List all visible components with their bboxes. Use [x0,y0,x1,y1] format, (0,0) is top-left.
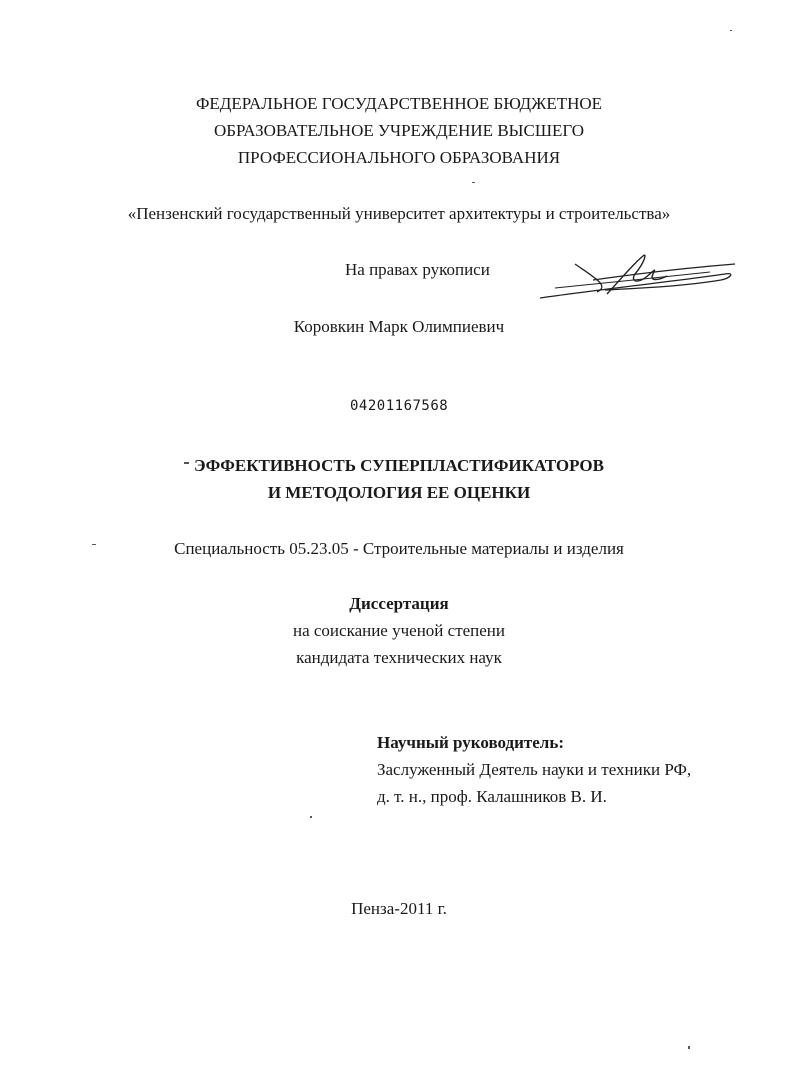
header-line-2: ОБРАЗОВАТЕЛЬНОЕ УЧРЕЖДЕНИЕ ВЫСШЕГО [213,121,585,140]
scan-speck [92,544,96,545]
signature [535,250,745,306]
scan-speck [730,30,732,31]
scan-speck [688,1046,690,1049]
degree-purpose-line-2: кандидата технических наук [296,648,502,667]
supervisor-line-2: д. т. н., проф. Калашников В. И. [377,787,607,806]
scan-speck [472,182,475,183]
degree-purpose-line-1: на соискание ученой степени [292,621,506,640]
place-year: Пенза-2011 г. [351,899,447,918]
dissertation-title-line-2: И МЕТОДОЛОГИЯ ЕЕ ОЦЕНКИ [267,483,531,502]
header-line-3: ПРОФЕССИОНАЛЬНОГО ОБРАЗОВАНИЯ [237,148,561,167]
scan-speck [310,816,312,818]
university-name: «Пензенский государственный университет архитектуры и строительства» [127,204,671,223]
work-type: Диссертация [349,594,449,613]
specialty: Специальность 05.23.05 - Строительные материалы и изделия [174,539,624,558]
registration-number: 04201167568 [350,398,449,414]
scan-speck [184,462,189,464]
supervisor-line-1: Заслуженный Деятель науки и техники РФ, [377,760,692,779]
dissertation-title-line-1: ЭФФЕКТИВНОСТЬ СУПЕРПЛАСТИФИКАТОРОВ [194,456,604,475]
author-name: Коровкин Марк Олимпиевич [293,317,505,336]
header-line-1: ФЕДЕРАЛЬНОЕ ГОСУДАРСТВЕННОЕ БЮДЖЕТНОЕ [195,94,603,113]
manuscript-note: На правах рукописи [345,260,490,279]
supervisor-heading: Научный руководитель: [377,733,564,752]
